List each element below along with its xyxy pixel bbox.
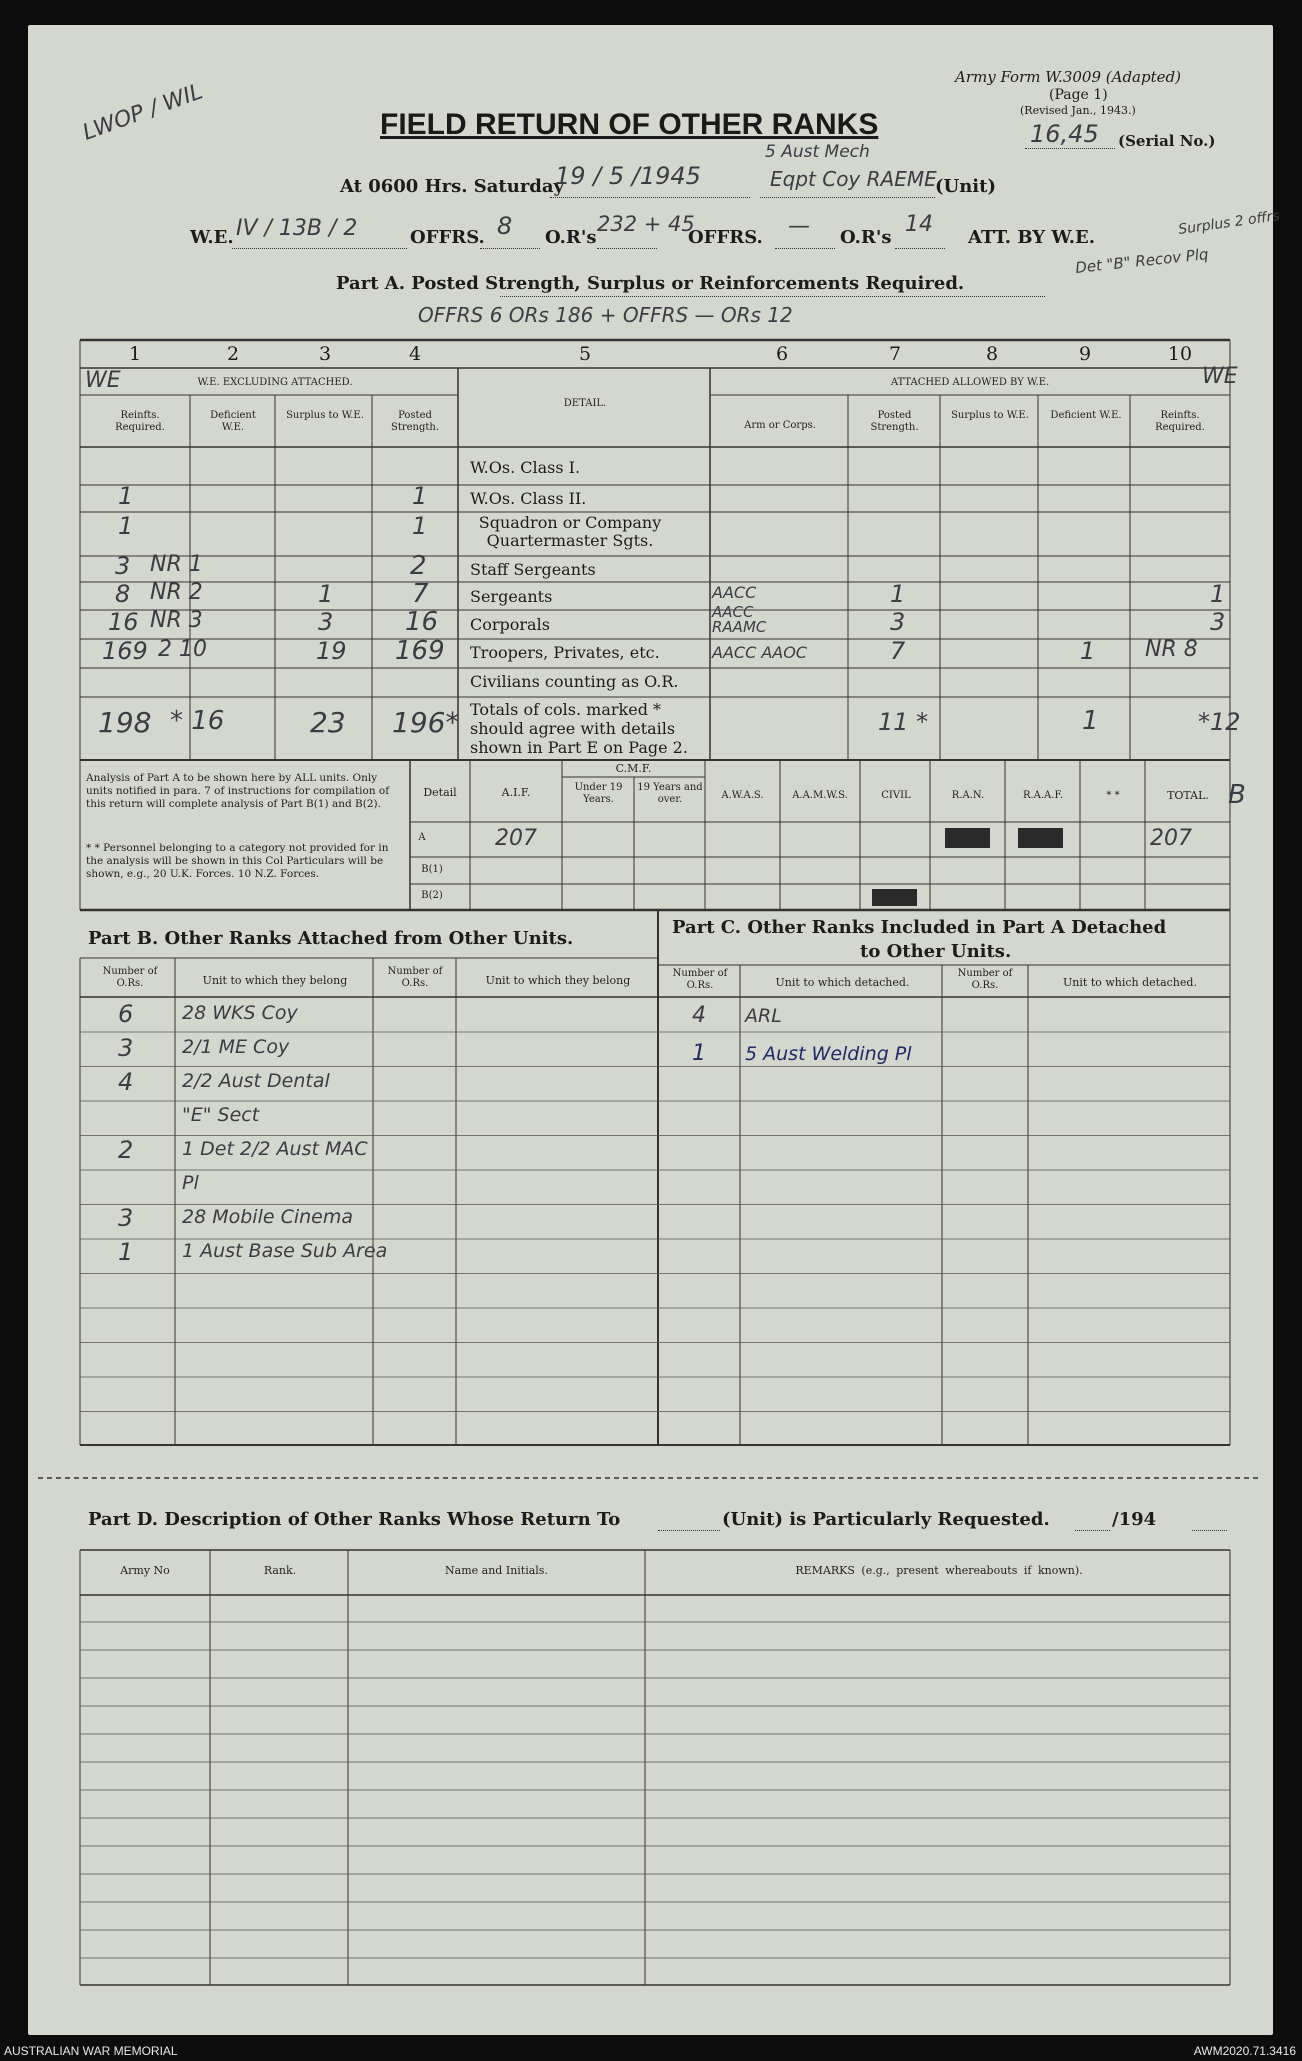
sgt-reinfts: 8: [115, 580, 131, 608]
total-surplus: 23: [310, 706, 346, 739]
margin-note-det: Det "B" Recov Plq: [1074, 245, 1210, 277]
group-attached-allowed: ATTACHED ALLOWED BY W.E.: [890, 377, 1050, 388]
part-c-entry-count: 4: [692, 1003, 706, 1028]
analysis-civil-header: CIVIL: [881, 790, 911, 801]
part-b-entry-unit: 1 Det 2/2 Aust MAC: [182, 1138, 368, 1160]
analysis-other-header: * *: [1106, 790, 1120, 801]
total-reinfts: 198: [98, 706, 152, 739]
part-b-entry-unit: "E" Sect: [182, 1104, 260, 1126]
part-b-entry-count: 3: [118, 1204, 134, 1232]
archive-reference: AWM2020.71.3416: [1193, 2044, 1296, 2058]
part-d-date-tail: /194: [1112, 1509, 1157, 1530]
part-d-army-no-header: Army No: [120, 1564, 170, 1577]
part-b-entry-unit: Pl: [182, 1172, 199, 1194]
part-b-entry-unit: 28 Mobile Cinema: [182, 1206, 354, 1228]
sgt-arm: AACC: [712, 583, 757, 602]
wo2-reinfts: 1: [118, 482, 134, 510]
row-detail-sergeants: Sergeants: [470, 587, 553, 606]
col-num-8: 8: [985, 343, 999, 365]
row-detail-totals: Totals of cols. marked * should agree with details shown in Part E on Page 2.: [470, 700, 688, 757]
header-arm-corps: Arm or Corps.: [744, 420, 816, 431]
part-d-remarks-header: REMARKS (e.g., present whereabouts if known).: [795, 1564, 1083, 1577]
form-revision: (Revised Jan., 1943.): [1020, 104, 1136, 117]
header-surplus-right: Surplus to W.E.: [951, 410, 1029, 421]
col-num-1: 1: [128, 343, 142, 365]
row-detail-wo2: W.Os. Class II.: [470, 489, 587, 508]
analysis-aif-header: A.I.F.: [501, 786, 531, 799]
analysis-total-header: TOTAL.: [1167, 789, 1209, 802]
att-offrs-label: OFFRS.: [688, 227, 763, 248]
part-a-note: OFFRS 6 ORs 186 + OFFRS — ORs 12: [418, 303, 793, 327]
cpl-surplus: 3: [318, 608, 334, 636]
att-by-we-label: ATT. BY W.E.: [968, 227, 1096, 248]
sgt-surplus: 1: [318, 580, 334, 608]
pte-att-deficient: 1: [1080, 637, 1096, 665]
col-num-6: 6: [775, 343, 789, 365]
serial-number-value: 16,45: [1030, 120, 1099, 148]
analysis-ran-header: R.A.N.: [951, 790, 985, 801]
part-c-unit-header-2: Unit to which detached.: [1063, 976, 1197, 989]
part-a-title: Part A. Posted Strength, Surplus or Reinforcements Required.: [336, 273, 965, 294]
cpl-arm: AACC RAAMC: [712, 603, 767, 636]
part-c-entry-unit: 5 Aust Welding Pl: [745, 1043, 912, 1065]
analysis-note: Analysis of Part A to be shown here by ALL units. Only units notified in para. 7 of instructions for compilation of this return will complete analysis of Part B(1) and B(2).: [86, 772, 390, 810]
part-c-entry-unit: ARL: [745, 1005, 782, 1027]
part-c-unit-header-1: Unit to which detached.: [775, 976, 910, 989]
header-reinfts-required-right: Reinfts. Required.: [1155, 410, 1205, 433]
col-num-3: 3: [318, 343, 332, 365]
unit-label: (Unit): [935, 176, 996, 197]
serial-label: (Serial No.): [1118, 132, 1216, 150]
form-title: FIELD RETURN OF OTHER RANKS: [380, 108, 879, 141]
analysis-cmf-header: C.M.F.: [615, 762, 652, 775]
part-c-title: Part C. Other Ranks Included in Part A Detached: [672, 917, 1167, 938]
col-num-9: 9: [1078, 343, 1092, 365]
part-b-title: Part B. Other Ranks Attached from Other Units.: [88, 928, 574, 949]
analysis-detail-header: Detail: [423, 786, 457, 799]
pte-arm: AACC AAOC: [712, 643, 807, 662]
part-c-title-2: to Other Units.: [860, 941, 1012, 962]
analysis-total-a-value: 207: [1150, 826, 1192, 851]
cqms-reinfts: 1: [118, 512, 134, 540]
analysis-row-b1: B(1): [421, 864, 443, 875]
row-detail-wo1: W.Os. Class I.: [470, 458, 581, 477]
pte-att-reinfts: NR 8: [1145, 637, 1198, 662]
total-posted: 196*: [392, 706, 460, 739]
cpl-att-reinfts: 3: [1210, 608, 1226, 636]
part-b-unit-header-2: Unit to which they belong: [485, 974, 631, 987]
att-ors-label: O.R's: [840, 227, 892, 248]
part-c-num-header-2: Number of O.Rs.: [957, 968, 1013, 991]
we-mark-left: WE: [85, 368, 121, 393]
part-d-title: Part D. Description of Other Ranks Whose Return To: [88, 1509, 621, 1530]
we-mark-right: WE: [1202, 364, 1238, 389]
unit-value-top: 5 Aust Mech: [765, 142, 870, 162]
col-num-7: 7: [888, 343, 902, 365]
form-page-number: (Page 1): [1049, 87, 1108, 103]
ors-value: 232 + 45: [597, 212, 695, 236]
pte-reinfts: 169: [102, 637, 148, 665]
header-deficient-right: Deficient W.E.: [1050, 410, 1122, 421]
total-deficient: * 16: [170, 706, 225, 736]
ssgt-deficient: NR 1: [150, 552, 203, 577]
pte-posted: 169: [395, 636, 445, 666]
total-att-posted: 11 *: [878, 708, 929, 736]
pte-surplus: 19: [316, 637, 347, 665]
analysis-hw-b: B: [1228, 780, 1246, 810]
part-b-entry-unit: 2/2 Aust Dental: [182, 1070, 330, 1092]
total-att-reinfts: *12: [1198, 708, 1241, 736]
sgt-deficient: NR 2: [150, 580, 203, 605]
part-b-unit-header-1: Unit to which they belong: [202, 974, 348, 987]
col-num-5: 5: [578, 343, 592, 365]
analysis-row-a: A: [418, 832, 426, 843]
margin-note-surplus: Surplus 2 offrs: [1177, 207, 1281, 239]
part-d-rank-header: Rank.: [263, 1564, 297, 1577]
analysis-awas-header: A.W.A.S.: [721, 790, 764, 801]
part-b-entry-count: 1: [118, 1238, 134, 1266]
part-c-num-header-1: Number of O.Rs.: [672, 968, 728, 991]
cqms-posted: 1: [412, 512, 428, 540]
part-d-name-header: Name and Initials.: [445, 1564, 548, 1577]
part-b-entry-count: 3: [118, 1034, 134, 1062]
col-num-4: 4: [408, 343, 422, 365]
header-deficient-left: Deficient W.E.: [210, 410, 256, 433]
cpl-att-posted: 3: [890, 608, 906, 636]
part-b-entry-unit: 1 Aust Base Sub Area: [182, 1240, 388, 1262]
part-b-entry-unit: 2/1 ME Coy: [182, 1036, 290, 1058]
we-value: IV / 13B / 2: [236, 216, 358, 241]
we-label: W.E.: [190, 227, 234, 248]
analysis-aamws-header: A.A.M.W.S.: [792, 790, 848, 801]
col-num-10: 10: [1167, 343, 1193, 365]
cpl-posted: 16: [405, 607, 439, 637]
ors-label: O.R's: [545, 227, 597, 248]
margin-note-top-left: LWOP / WIL: [79, 79, 207, 146]
analysis-footnote: * * Personnel belonging to a category not provided for in the analysis will be shown in this Col Particulars will be shown, e.g., 20 U.K. Forces. 10 N.Z. Forces.: [86, 842, 389, 880]
group-we-excluding: W.E. EXCLUDING ATTACHED.: [197, 377, 353, 388]
unit-value: Eqpt Coy RAEME: [770, 167, 937, 191]
part-c-entry-count: 1: [692, 1041, 706, 1066]
row-detail-cqms: Squadron or Company Quartermaster Sgts.: [478, 513, 662, 550]
header-posted-right: Posted Strength.: [870, 410, 919, 433]
header-reinfts-required-left: Reinfts. Required.: [115, 410, 165, 433]
sgt-att-reinfts: 1: [1210, 580, 1226, 608]
row-detail-corporals: Corporals: [470, 615, 550, 634]
part-b-num-header-2: Number of O.Rs.: [387, 966, 443, 989]
analysis-row-b2: B(2): [421, 890, 443, 901]
header-surplus-left: Surplus to W.E.: [286, 410, 364, 421]
col-num-2: 2: [226, 343, 240, 365]
analysis-aif-a-value: 207: [495, 826, 537, 851]
part-b-entry-count: 2: [118, 1136, 134, 1164]
row-detail-staff-sgt: Staff Sergeants: [470, 560, 596, 579]
part-b-entry-unit: 28 WKS Coy: [182, 1002, 298, 1024]
att-ors-value: 14: [905, 212, 933, 237]
pte-att-posted: 7: [890, 637, 906, 665]
ssgt-reinfts: 3: [115, 552, 131, 580]
at-hours-label: At 0600 Hrs. Saturday: [340, 176, 565, 197]
part-d-title-2: (Unit) is Particularly Requested.: [722, 1509, 1050, 1530]
offrs-label: OFFRS.: [410, 227, 485, 248]
army-form-number: Army Form W.3009 (Adapted): [955, 68, 1181, 86]
header-detail: DETAIL.: [563, 398, 607, 409]
ssgt-posted: 2: [410, 551, 427, 581]
part-b-entry-count: 6: [118, 1000, 134, 1028]
archive-credit: AUSTRALIAN WAR MEMORIAL: [4, 2044, 178, 2058]
date-value: 19 / 5 /1945: [555, 162, 701, 190]
part-b-entry-count: 4: [118, 1068, 134, 1096]
row-detail-troopers: Troopers, Privates, etc.: [470, 643, 660, 662]
cpl-deficient: NR 3: [150, 608, 203, 633]
analysis-under19-header: Under 19 Years.: [574, 782, 623, 805]
total-att-deficient: 1: [1082, 706, 1099, 736]
analysis-over19-header: 19 Years and over.: [637, 782, 703, 805]
pte-deficient: 2 10: [158, 637, 207, 662]
header-posted-left: Posted Strength.: [390, 410, 440, 433]
offrs-value: 8: [497, 212, 513, 240]
part-b-num-header-1: Number of O.Rs.: [102, 966, 158, 989]
att-offrs-value: —: [788, 214, 810, 239]
sgt-posted: 7: [412, 579, 429, 609]
analysis-raaf-header: R.A.A.F.: [1022, 790, 1064, 801]
cpl-reinfts: 16: [108, 608, 139, 636]
row-detail-civilians: Civilians counting as O.R.: [470, 672, 679, 691]
wo2-posted: 1: [412, 482, 428, 510]
sgt-att-posted: 1: [890, 580, 906, 608]
